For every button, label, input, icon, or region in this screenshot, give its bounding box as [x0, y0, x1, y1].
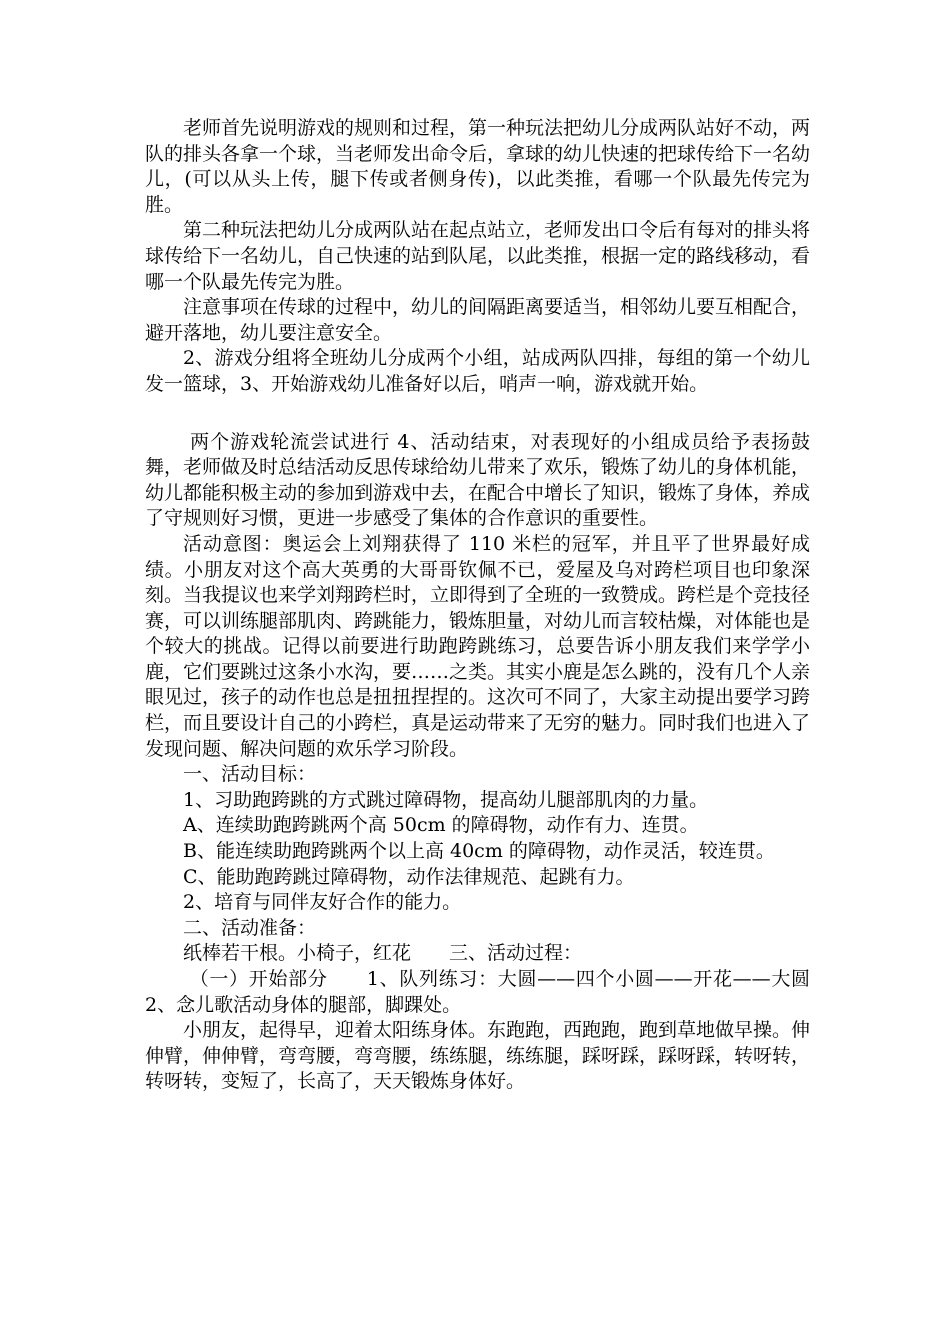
goal-item-2: 2、培育与同伴友好合作的能力。: [183, 891, 462, 914]
paragraph-gap: [145, 398, 810, 430]
paragraph-safety-notes: 注意事项在传球的过程中，幼儿的间隔距离要适当，相邻幼儿要互相配合，避开落地，幼儿要注意安全。: [145, 296, 811, 344]
paragraph-activity-end: 两个游戏轮流尝试进行 4、活动结束，对表现好的小组成员给予表扬鼓舞，老师做及时总结活动反思传球给幼儿带来了欢乐，锻炼了幼儿的身体机能，幼儿都能积极主动的参加到游戏中去，在配合中增长了知识，锻炼了身体，养成了守规则好习惯，更进一步感受了集体的合作意识的重要性。: [145, 430, 811, 530]
goal-item-c: C、能助跑跨跳过障碍物，动作法律规范、起跳有力。: [183, 865, 635, 888]
goal-item-b: B、能连续助跑跨跳两个以上高 40cm 的障碍物，动作灵活，较连贯。: [183, 840, 775, 863]
paragraph-materials: 纸棒若干根。小椅子，红花 三、活动过程：: [183, 942, 583, 965]
document-page: [145, 116, 849, 1095]
paragraph-activity-intent: 活动意图：奥运会上刘翔获得了 110 米栏的冠军，并且平了世界最好成绩。小朋友对这个高大英勇的大哥哥钦佩不已，爱屋及乌对跨栏项目也印象深刻。当我提议也来学刘翔跨栏时，立即得到了全班的一致赞成。跨栏是个竞技径赛，可以训练腿部肌肉、跨跳能力，锻炼胆量，对幼儿而言较枯燥，对体能也是个较大的挑战。记得以前要进行助跑跨跳练习，总要告诉小朋友我们来学学小鹿，它们要跳过这条小水沟，要……之类。其实小鹿是怎么跳的，没有几个人亲眼见过，孩子的动作也总是扭扭捏捏的。这次可不同了，大家主动提出要学习跨栏，而且要设计自己的小跨栏，真是运动带来了无穷的魅力。同时我们也进入了发现问题、解决问题的欢乐学习阶段。: [145, 532, 811, 760]
paragraph-second-game: 第二种玩法把幼儿分成两队站在起点站立，老师发出口令后有每对的排头将球传给下一名幼儿，自己快速的站到队尾，以此类推，根据一定的路线移动，看哪一个队最先传完为胜。: [145, 219, 811, 293]
paragraph-start-section: （一）开始部分 1、队列练习：大圆——四个小圆——开花——大圆 2、念儿歌活动身体的腿部，脚踝处。: [145, 968, 849, 1016]
paragraph-rules-intro: 老师首先说明游戏的规则和过程，第一种玩法把幼儿分成两队站好不动，两队的排头各拿一个球，当老师发出命令后，拿球的幼儿快速的把球传给下一名幼儿，(可以从头上传，腿下传或者侧身传)，以此类推，看哪一个队最先传完为胜。: [145, 117, 811, 216]
heading-activity-preparation: 二、活动准备：: [183, 916, 317, 939]
goal-item-a: A、连续助跑跨跳两个高 50cm 的障碍物，动作有力、连贯。: [183, 814, 699, 837]
paragraph-nursery-rhyme: 小朋友，起得早，迎着太阳练身体。东跑跑，西跑跑，跑到草地做早操。伸伸臂，伸伸臂，弯弯腰，弯弯腰，练练腿，练练腿，踩呀踩，踩呀踩，转呀转，转呀转，变短了，长高了，天天锻炼身体好。: [145, 1019, 811, 1093]
heading-activity-goals: 一、活动目标：: [183, 763, 317, 786]
paragraph-grouping: 2、游戏分组将全班幼儿分成两个小组，站成两队四排，每组的第一个幼儿发一篮球，3、开始游戏幼儿准备好以后，哨声一响，游戏就开始。: [145, 347, 810, 395]
goal-item-1: 1、习助跑跨跳的方式跳过障碍物，提高幼儿腿部肌肉的力量。: [183, 788, 709, 811]
